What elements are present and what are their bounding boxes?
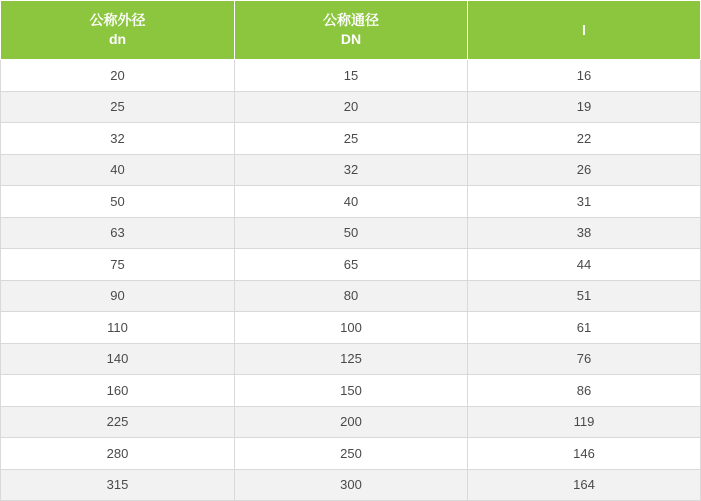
table-row <box>1 438 701 470</box>
cell-dn: 75 <box>1 249 235 281</box>
cell-l: 119 <box>468 406 701 438</box>
column-header-dn-line2: dn <box>108 31 127 47</box>
cell-dn: 160 <box>1 375 235 407</box>
cell-DN: 150 <box>235 375 468 407</box>
table-header <box>1 1 701 60</box>
cell-DN: 200 <box>235 406 468 438</box>
cell-dn: 20 <box>1 60 235 92</box>
table-body <box>1 60 701 501</box>
cell-l: 16 <box>468 60 701 92</box>
cell-l: 44 <box>468 249 701 281</box>
cell-dn: 25 <box>1 91 235 123</box>
table-row <box>1 469 701 501</box>
cell-DN: 100 <box>235 312 468 344</box>
cell-DN: 25 <box>235 123 468 155</box>
header-row <box>1 1 701 60</box>
table-row <box>1 343 701 375</box>
cell-DN: 250 <box>235 438 468 470</box>
cell-DN: 32 <box>235 154 468 186</box>
cell-dn: 140 <box>1 343 235 375</box>
table-row <box>1 249 701 281</box>
table-row <box>1 186 701 218</box>
cell-l: 26 <box>468 154 701 186</box>
cell-l: 38 <box>468 217 701 249</box>
cell-l: 31 <box>468 186 701 218</box>
cell-DN: 65 <box>235 249 468 281</box>
cell-l: 19 <box>468 91 701 123</box>
column-header-DN-line1: 公称通径 <box>323 12 379 29</box>
cell-DN: 20 <box>235 91 468 123</box>
cell-dn: 90 <box>1 280 235 312</box>
table-row <box>1 123 701 155</box>
cell-l: 22 <box>468 123 701 155</box>
cell-l: 164 <box>468 469 701 501</box>
column-header-l <box>468 1 701 60</box>
cell-DN: 15 <box>235 60 468 92</box>
table-row <box>1 91 701 123</box>
column-header-DN <box>235 1 468 60</box>
table-row <box>1 280 701 312</box>
cell-l: 86 <box>468 375 701 407</box>
cell-dn: 110 <box>1 312 235 344</box>
table-row <box>1 217 701 249</box>
column-header-dn <box>1 1 235 60</box>
cell-dn: 315 <box>1 469 235 501</box>
cell-DN: 125 <box>235 343 468 375</box>
column-header-dn-line1: 公称外径 <box>89 12 146 29</box>
cell-DN: 80 <box>235 280 468 312</box>
column-header-l-line1: l <box>582 21 586 38</box>
cell-dn: 32 <box>1 123 235 155</box>
cell-DN: 50 <box>235 217 468 249</box>
cell-dn: 225 <box>1 406 235 438</box>
table-row <box>1 60 701 92</box>
cell-DN: 40 <box>235 186 468 218</box>
cell-dn: 63 <box>1 217 235 249</box>
cell-l: 61 <box>468 312 701 344</box>
cell-l: 76 <box>468 343 701 375</box>
table-row <box>1 154 701 186</box>
column-header-DN-line2: DN <box>340 31 362 47</box>
table-row <box>1 312 701 344</box>
cell-dn: 280 <box>1 438 235 470</box>
cell-DN: 300 <box>235 469 468 501</box>
table-row <box>1 375 701 407</box>
cell-dn: 40 <box>1 154 235 186</box>
cell-dn: 50 <box>1 186 235 218</box>
table-row <box>1 406 701 438</box>
cell-l: 51 <box>468 280 701 312</box>
cell-l: 146 <box>468 438 701 470</box>
